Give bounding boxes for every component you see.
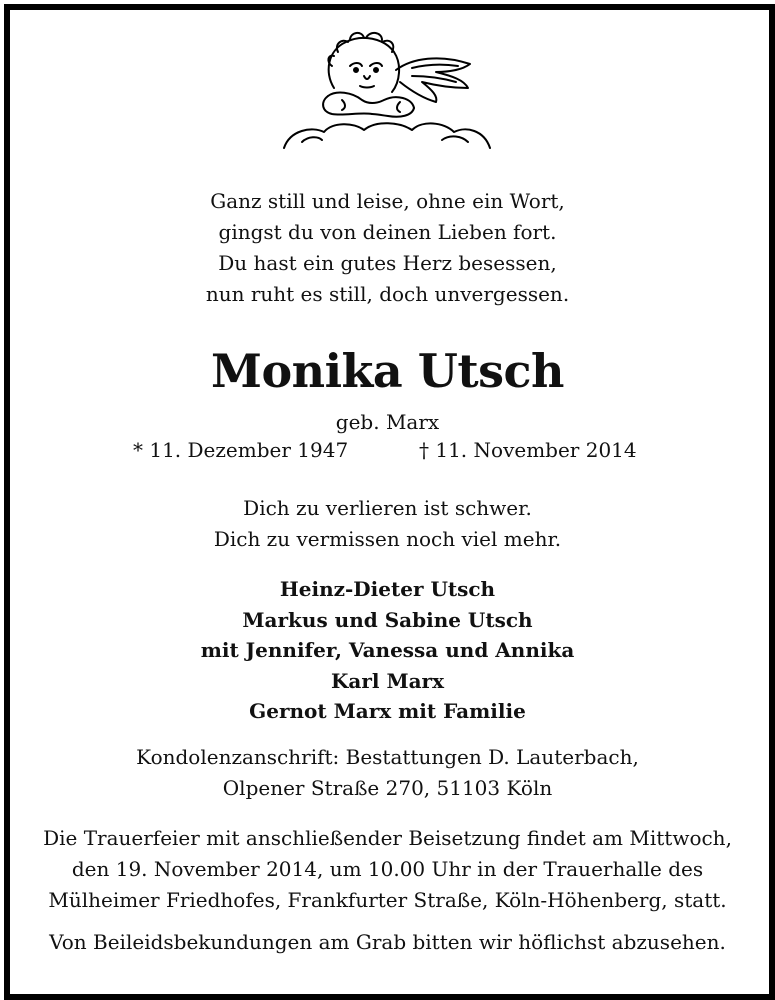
mourner: Karl Marx xyxy=(331,668,444,693)
poem-line: Du hast ein gutes Herz besessen, xyxy=(218,251,557,275)
verse-line: Dich zu vermissen noch viel mehr. xyxy=(213,527,562,551)
mourner: mit Jennifer, Vanessa und Annika xyxy=(200,638,575,662)
poem-line: Ganz still und leise, ohne ein Wort, xyxy=(210,189,565,213)
ceremony-line: den 19. November 2014, um 10.00 Uhr in der Trauerhalle des xyxy=(71,857,704,881)
condolence-address xyxy=(0,742,775,804)
memorial-poem xyxy=(0,186,775,310)
mourners-list xyxy=(0,574,775,727)
verse-line: Dich zu verlieren ist schwer. xyxy=(243,496,532,520)
ceremony-line: Die Trauerfeier mit anschließender Beisetzung findet am Mittwoch, xyxy=(43,826,732,850)
condolence-request: Von Beileidsbekundungen am Grab bitten wir höflichst abzusehen. xyxy=(49,930,726,954)
maiden-name: geb. Marx xyxy=(335,410,440,434)
address-line: Kondolenzanschrift: Bestattungen D. Lauterbach, xyxy=(136,745,639,769)
mourner: Gernot Marx mit Familie xyxy=(249,699,526,723)
death-date: † 11. November 2014 xyxy=(419,438,637,462)
mourner: Heinz-Dieter Utsch xyxy=(279,577,496,601)
address-line: Olpener Straße 270, 51103 Köln xyxy=(222,776,553,800)
ceremony-info xyxy=(0,823,775,916)
poem-line: gingst du von deinen Lieben fort. xyxy=(218,220,557,244)
mourner: Markus und Sabine Utsch xyxy=(242,607,533,632)
poem-line: nun ruht es still, doch unvergessen. xyxy=(205,282,570,306)
birth-date: * 11. Dezember 1947 xyxy=(133,438,349,462)
memorial-verse xyxy=(0,493,775,555)
ceremony-line: Mülheimer Friedhofes, Frankfurter Straße, Köln-Höhenberg, statt. xyxy=(48,888,727,912)
deceased-name: Monika Utsch xyxy=(211,344,564,398)
cherub-icon xyxy=(272,30,502,160)
